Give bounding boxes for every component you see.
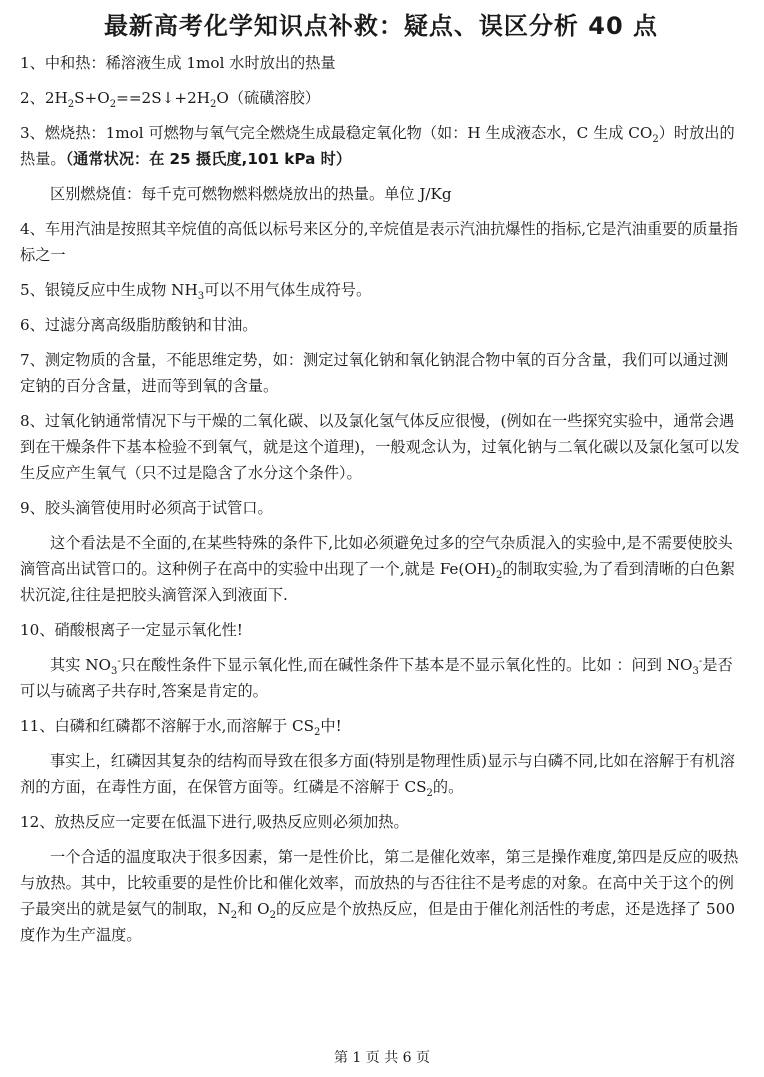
page-title: 最新高考化学知识点补救：疑点、误区分析 40 点 [103,12,659,40]
item-3-emphasis: （通常状况：在 25 摄氏度,101 kPa 时） [65,150,352,168]
item-11: 11、白磷和红磷都不溶解于水,而溶解于 $CS_2$中! [20,717,342,739]
item-3-note: 区别燃烧值：每千克可燃物燃料燃烧放出的热量。单位 J/Kg [50,185,452,203]
item-9-explanation: 这个看法是不全面的,在某些特殊的条件下,比如必须避免过多的空气杂质混入的实验中,是不需要使胶头滴管高出试管口的。这种例子在高中的实验中出现了一个,就是 $Fe(OH)_2$的制取实验,为了看到清晰的白色絮状沉淀,往往是把胶头滴管深入到液面下. [20,534,735,604]
item-12: 12、放热反应一定要在低温下进行,吸热反应则必须加热。 [20,813,409,831]
item-2: 2、$2H_2S+O_2==2S↓+2H_2O$（硫磺溶胶） [20,89,320,111]
item-11-explanation: 事实上，红磷因其复杂的结构而导致在很多方面(特别是物理性质)显示与白磷不同,比如在溶解于有机溶剂的方面，在毒性方面，在保管方面等。红磷是不溶解于 $CS_2$的。 [20,752,735,800]
page-footer: 第 1 页 共 6 页 [333,1050,431,1066]
item-8: 8、过氧化钠通常情况下与干燥的二氧化碳、以及氯化氢气体反应很慢，(例如在一些探究实验中，通常会遇到在干燥条件下基本检验不到氧气，就是这个道理)，一般观念认为，过氧化钠与二氧化碳以及氯化氢可以发生反应产生氧气（只不过是隐含了水分这个条件）。 [20,412,740,482]
item-10-explanation: 其实 $NO_3^-$只在酸性条件下显示氧化性,而在碱性条件下基本是不显示氧化性的。比如 ：问到 $NO_3^-$是否可以与硫离子共存时,答案是肯定的。 [20,655,733,700]
item-5: 5、银镜反应中生成物 $NH_3$可以不用气体生成符号。 [20,281,372,303]
item-1: 1、中和热：稀溶液生成 1mol 水时放出的热量 [20,54,336,72]
item-3: 3、燃烧热：1mol 可燃物与氧气完全燃烧生成最稳定氧化物（如：H 生成液态水，C 生成 $CO_2$）时放出的热量。（通常状况：在 25 摄氏度,101 kPa 时） [20,124,735,168]
item-10: 10、硝酸根离子一定显示氧化性! [20,621,243,639]
item-7: 7、测定物质的含量，不能思维定势，如：测定过氧化钠和氧化钠混合物中氧的百分含量，我们可以通过测定钠的百分含量，进而等到氧的含量。 [20,351,729,395]
item-9: 9、胶头滴管使用时必须高于试管口。 [20,499,273,517]
item-4: 4、车用汽油是按照其辛烷值的高低以标号来区分的,辛烷值是表示汽油抗爆性的指标,它是汽油重要的质量指标之一 [20,220,738,264]
item-6: 6、过滤分离高级脂肪酸钠和甘油。 [20,316,258,334]
item-12-explanation: 一个合适的温度取决于很多因素，第一是性价比，第二是催化效率，第三是操作难度,第四是反应的吸热与放热。其中，比较重要的是性价比和催化效率，而放热的与否往往不是考虑的对象。在高中关于这个的例子最突出的就是氨气的制取，$N_2$和 $O_2$的反应是个放热反应，但是由于催化剂活性的考虑，还是选择了 500 度作为生产温度。 [20,848,739,944]
